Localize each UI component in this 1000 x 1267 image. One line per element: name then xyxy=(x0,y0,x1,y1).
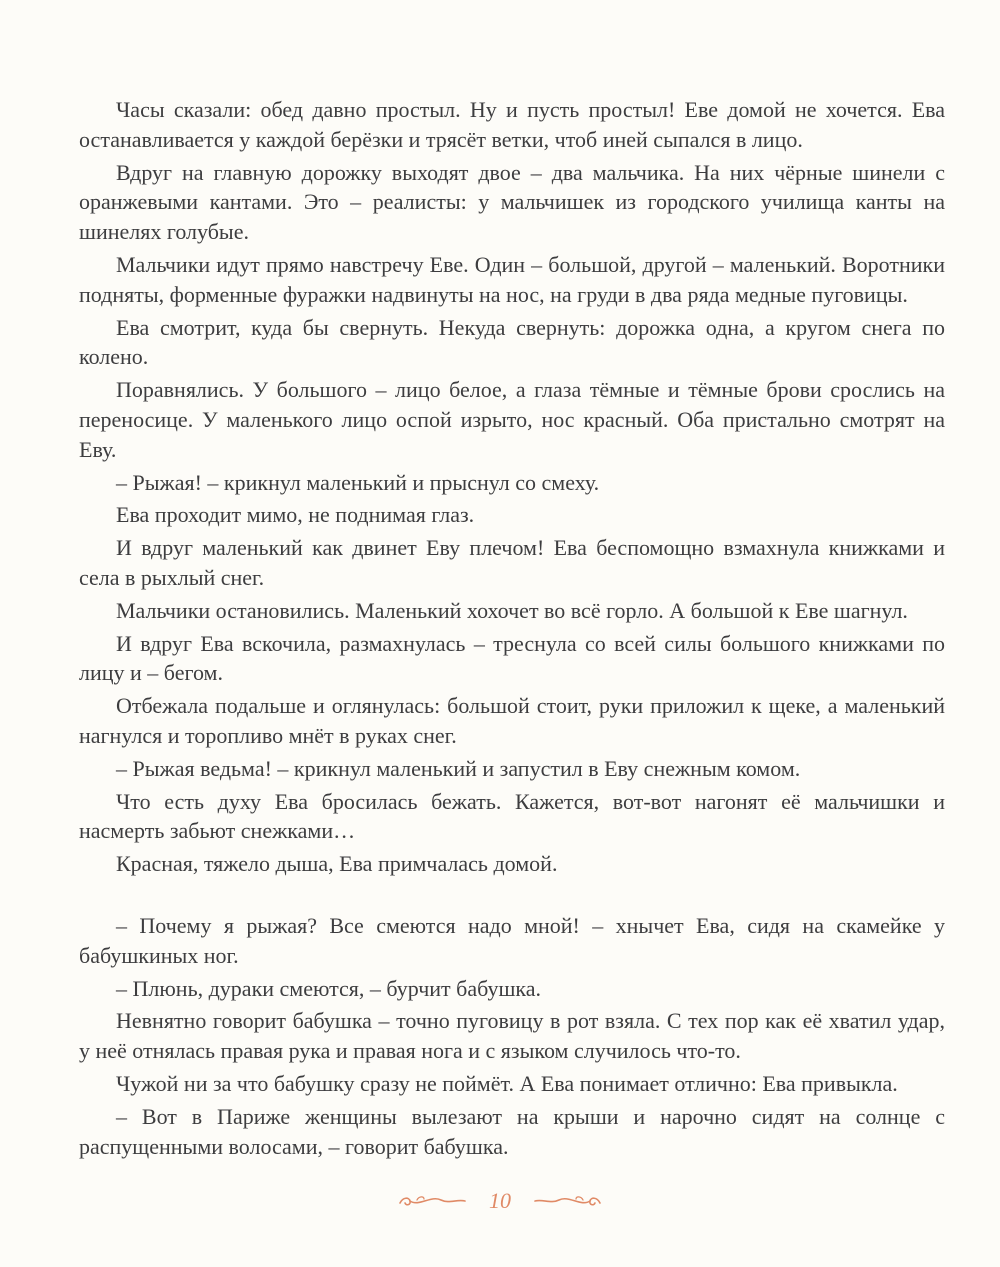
paragraph: Красная, тяжело дыша, Ева примчалась домой. xyxy=(116,851,558,877)
paragraph: И вдруг маленький как двинет Еву плечом! Ева беспомощно взмахнула книжками и села в рыхлый снег. xyxy=(79,535,945,590)
left-swirl-ornament-icon xyxy=(397,1191,467,1211)
paragraph: Чужой ни за что бабушку сразу не поймёт. А Ева понимает отлично: Ева привыкла. xyxy=(116,1070,898,1096)
paragraph: Вдруг на главную дорожку выходят двое – два мальчика. На них чёрные шинели с оранжевыми кантами. Это – реалисты: у мальчишек из городского училища канты на шинелях голубые. xyxy=(79,159,945,245)
paragraph: И вдруг Ева вскочила, размахнулась – треснула со всей силы большого книжками по лицу и – бегом. xyxy=(79,630,945,686)
paragraph: Отбежала подальше и оглянулась: большой стоит, руки приложил к щеке, а маленький нагнулся и торопливо мнёт в руках снег. xyxy=(79,693,945,748)
paragraph: Невнятно говорит бабушка – точно пуговицу в рот взяла. С тех пор как её хватил удар, у неё отнялась правая рука и правая нога и с языком случилось что-то. xyxy=(79,1008,945,1064)
paragraph: – Почему я рыжая? Все смеются надо мной! – хнычет Ева, сидя на скамейке у бабушкиных ног. xyxy=(79,912,945,968)
page-footer xyxy=(0,1186,1000,1216)
paragraph: Что есть духу Ева бросилась бежать. Кажется, вот-вот нагонят её мальчишки и насмерть забьют снежками… xyxy=(79,788,945,844)
paragraph: Часы сказали: обед давно простыл. Ну и пусть простыл! Еве домой не хочется. Ева останавливается у каждой берёзки и трясёт ветки, чтоб иней сыпался в лицо. xyxy=(79,97,945,152)
paragraph: Мальчики идут прямо навстречу Еве. Один – большой, другой – маленький. Воротники подняты, форменные фуражки надвинуты на нос, на груди в два ряда медные пуговицы. xyxy=(79,251,945,307)
right-swirl-ornament-icon xyxy=(533,1191,603,1211)
page-number: 10 xyxy=(489,1188,511,1213)
paragraph: Ева проходит мимо, не поднимая глаз. xyxy=(116,502,475,528)
paragraph: Поравнялись. У большого – лицо белое, а глаза тёмные и тёмные брови срослись на переносице. У маленького лицо оспой изрыто, нос красный. Оба пристально смотрят на Еву. xyxy=(79,377,945,462)
paragraph: – Рыжая ведьма! – крикнул маленький и запустил в Еву снежным комом. xyxy=(116,755,801,781)
paragraph: Мальчики остановились. Маленький хохочет во всё горло. А большой к Еве шагнул. xyxy=(116,597,908,623)
paragraph: – Плюнь, дураки смеются, – бурчит бабушка. xyxy=(116,975,542,1001)
paragraph: Ева смотрит, куда бы свернуть. Некуда свернуть: дорожка одна, а кругом снега по колено. xyxy=(79,314,945,370)
paragraph: – Вот в Париже женщины вылезают на крыши и нарочно сидят на солнце с распущенными волосами, – говорит бабушка. xyxy=(79,1103,945,1159)
paragraph: – Рыжая! – крикнул маленький и прыснул со смеху. xyxy=(116,469,600,495)
text-block xyxy=(79,95,945,1161)
